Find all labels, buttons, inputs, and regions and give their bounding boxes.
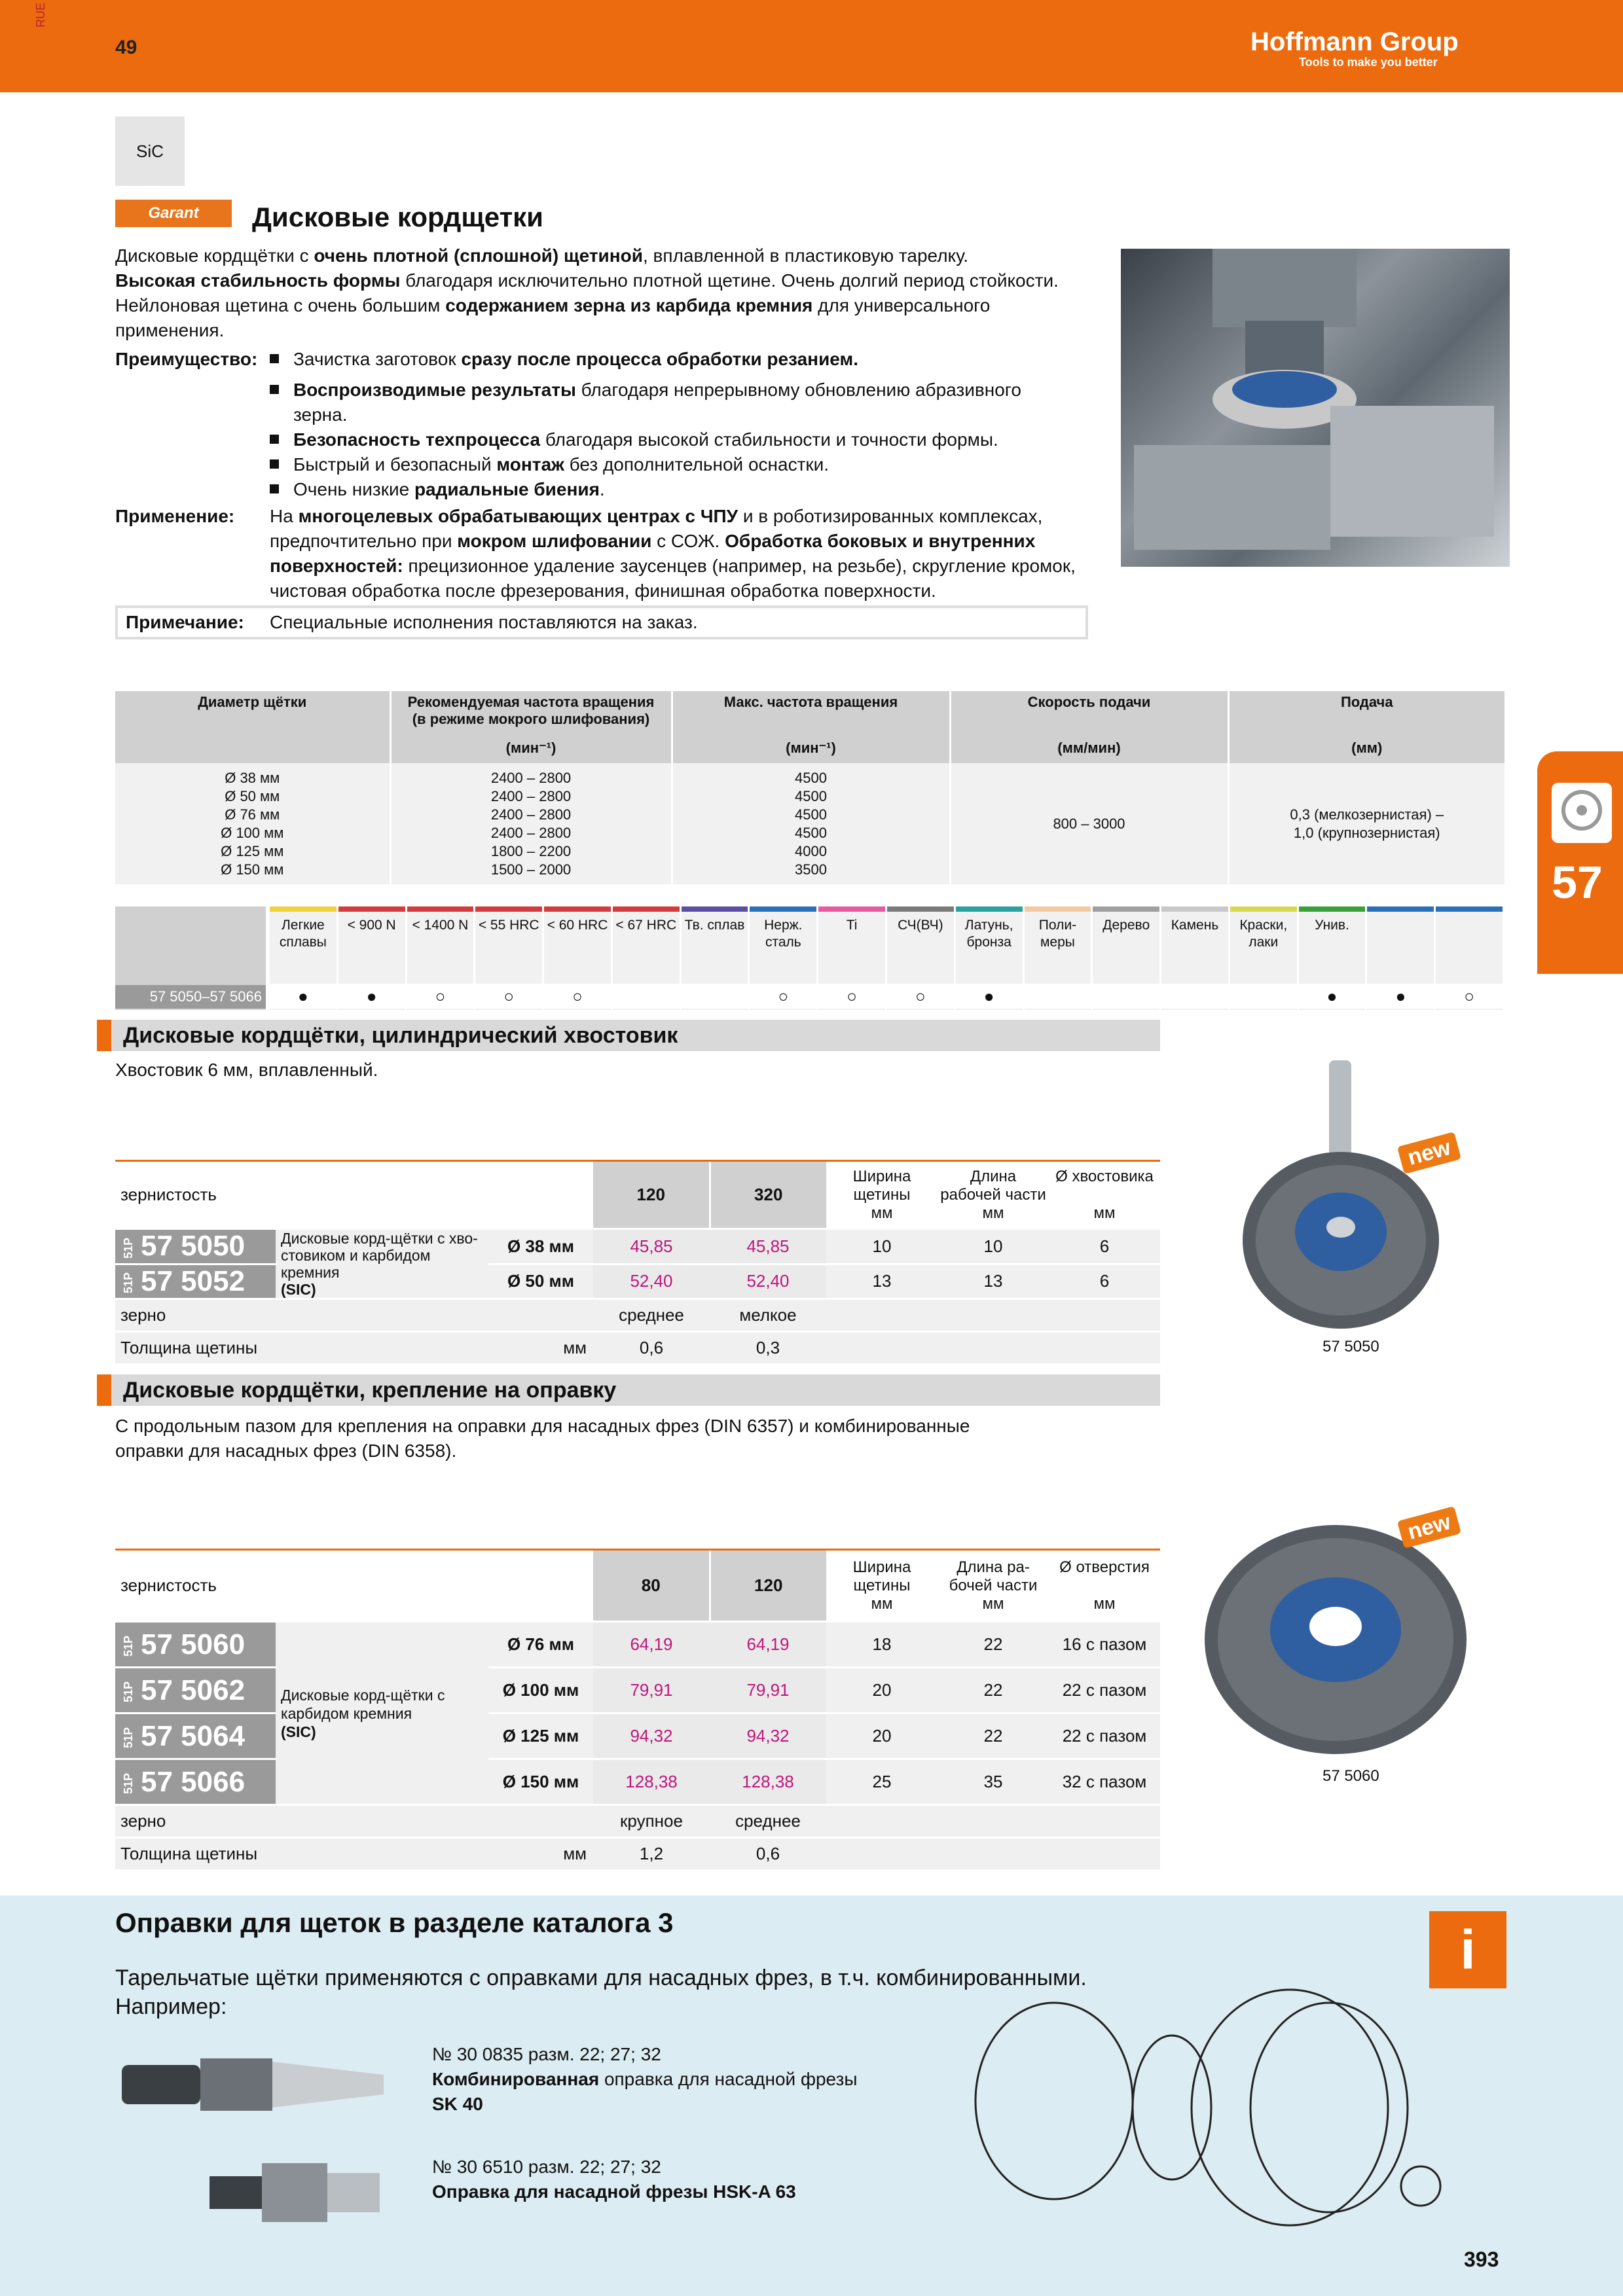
grit-label: зернистость [115, 1161, 593, 1229]
material-col [956, 906, 1023, 1010]
material-name: Камень [1171, 918, 1219, 933]
material-col [613, 906, 680, 1010]
length: 10 [938, 1229, 1049, 1265]
chapter-number: 57 [1552, 857, 1603, 908]
diameter: Ø 50 мм [488, 1264, 593, 1299]
info-text: Тарельчатые щётки применяются с оправками для насадных фрез, в т.ч. комбинированными. Например: [115, 1965, 1087, 2019]
col-width: Ширина щетины мм [826, 1161, 938, 1229]
material-col [1299, 906, 1366, 1010]
width: 13 [826, 1264, 938, 1299]
material-mark [613, 984, 680, 1009]
page-title: Дисковые кордщетки [252, 202, 543, 232]
material-name: < 1400 N [412, 918, 469, 933]
intro-text: Дисковые кордщётки с очень плотной (сплошной) щетиной, вплавленной в пластиковую тарелку. Высокая стабильность формы благодаря исключительно плотной щетине. Очень долгий период стойкости. Нейлоновая щетина с очень большим содержанием зерна из карбида кремния для универсального применения. [115, 245, 1059, 340]
material-name: Тв. сплав [684, 918, 745, 933]
material-col [1436, 906, 1503, 1010]
price: 64,19 [710, 1622, 826, 1668]
material-color-bar [544, 906, 611, 912]
image-caption: 57 5050 [1322, 1338, 1379, 1355]
material-name: < 60 HRC [547, 918, 608, 933]
material-color-bar [682, 906, 748, 912]
material-badge: SiC [115, 117, 185, 186]
brush-arbor-drawing [1198, 1518, 1473, 1761]
grain: среднее [710, 1805, 826, 1838]
material-color-bar [270, 906, 337, 912]
advantage-item: Безопасность техпроцесса благодаря высокой стабильности и точности формы. [270, 427, 1121, 452]
material-mark [1230, 984, 1297, 1009]
material-col [750, 906, 816, 1010]
price: 79,91 [710, 1668, 826, 1713]
price: 52,40 [593, 1264, 710, 1299]
arbor-hsk-text: № 30 6510 разм. 22; 27; 32 Оправка для насадной фрезы HSK-A 63 [432, 2157, 796, 2202]
unit: (мм/мин) [950, 737, 1228, 763]
material-name: < 55 HRC [478, 918, 539, 933]
note-text: Специальные исполнения поставляются на заказ. [270, 612, 698, 632]
col-length: Длина рабочей части мм [938, 1161, 1049, 1229]
material-col [1230, 906, 1297, 1010]
material-col [544, 906, 611, 1010]
width: 20 [826, 1713, 938, 1759]
arbor-sk40-image [115, 2036, 390, 2134]
diameter: Ø 100 мм [488, 1668, 593, 1713]
width: 10 [826, 1229, 938, 1265]
material-mark: ○ [544, 984, 611, 1009]
material-mark: ○ [475, 984, 542, 1009]
material-color-bar [1093, 906, 1159, 912]
material-col [270, 906, 337, 1010]
bore: 22 с пазом [1049, 1713, 1160, 1759]
material-name: < 67 HRC [615, 918, 677, 933]
chapter-tab[interactable] [1537, 751, 1623, 974]
price: 94,32 [710, 1713, 826, 1759]
material-color-bar [613, 906, 680, 912]
product-name: Дисковые корд-щётки с хво- стовиком и карбидом кремния (SIC) [276, 1229, 488, 1299]
material-mark: ● [270, 984, 337, 1009]
material-color-bar [1161, 906, 1228, 912]
material-columns [270, 906, 1504, 1010]
length: 35 [938, 1759, 1049, 1805]
diameter: Ø 76 мм [488, 1622, 593, 1668]
new-badge: new [1397, 1506, 1461, 1549]
material-name: Поли-меры [1038, 918, 1077, 950]
shank: 6 [1049, 1229, 1160, 1265]
header-page-number: 49 [115, 37, 137, 58]
price: 128,38 [710, 1759, 826, 1805]
material-name [1367, 912, 1434, 984]
col-max: Макс. частота вращения [672, 691, 950, 737]
article-57-5050[interactable]: 51P 57 5050 [115, 1229, 276, 1265]
advantage-item: Зачистка заготовок сразу после процесса обработки резанием. [270, 347, 1121, 372]
material-col [338, 906, 405, 1010]
width: 20 [826, 1668, 938, 1713]
arbor-hsk-drawing [203, 2144, 386, 2242]
material-color-bar [1299, 906, 1366, 912]
material-color-bar [1230, 906, 1297, 912]
note-box [115, 605, 1088, 639]
material-color-bar [407, 906, 474, 912]
material-mark: ● [1299, 984, 1366, 1009]
bore: 32 с пазом [1049, 1759, 1160, 1805]
grain: среднее [593, 1299, 710, 1332]
arbor-sk40-drawing [115, 2036, 390, 2134]
col-shank: Ø хвостовика мм [1049, 1161, 1160, 1229]
material-mark [682, 984, 748, 1009]
feed-speed-value: 800 – 3000 [950, 763, 1228, 884]
material-mark: ○ [818, 984, 885, 1009]
article-57-5066[interactable]: 51P 57 5066 [115, 1759, 276, 1805]
material-col [475, 906, 542, 1010]
col-width: Ширина щетины мм [826, 1550, 938, 1622]
material-mark [1093, 984, 1159, 1009]
material-color-bar [1436, 906, 1503, 912]
thickness-label: Толщина щетины [115, 1332, 488, 1365]
material-color-bar [475, 906, 542, 912]
length: 22 [938, 1668, 1049, 1713]
col-length: Длина ра- бочей части мм [938, 1550, 1049, 1622]
material-name: Ti [846, 918, 858, 933]
note-label: Примечание: [126, 612, 244, 632]
arbor-sk40-text: № 30 0835 разм. 22; 27; 32 Комбинированная оправка для насадной фрезы SK 40 [432, 2044, 858, 2114]
material-name: СЧ(ВЧ) [898, 918, 943, 933]
material-col [1161, 906, 1228, 1010]
application-label: Применение: [115, 506, 235, 526]
unit: (мин⁻¹) [672, 737, 950, 763]
advantage-item: Быстрый и безопасный монтаж без дополнительной оснастки. [270, 452, 1121, 477]
thickness: 0,3 [710, 1332, 826, 1365]
section-title: Дисковые кордщётки, цилиндрический хвостовик [97, 1020, 1160, 1051]
thickness: 0,6 [593, 1332, 710, 1365]
material-mark [1161, 984, 1228, 1009]
unit: (мин⁻¹) [390, 737, 672, 763]
grit-label: зернистость [115, 1550, 593, 1622]
material-color-bar [887, 906, 954, 912]
price: 79,91 [593, 1668, 710, 1713]
material-name: Дерево [1103, 918, 1150, 933]
shank: 6 [1049, 1264, 1160, 1299]
diameter: Ø 38 мм [488, 1229, 593, 1265]
material-mark: ○ [887, 984, 954, 1009]
application-text: На многоцелевых обрабатывающих центрах с ЧПУ и в роботизированных комплексах, предпочтительно при мокром шлифовании с СОЖ. Обработка боковых и внутренних поверхностей: прецизионное удаление заусенцев (например, на резьбе), скругление кромок, чистовая обработка после фрезерования, финишная обработка поверхности. [270, 506, 1076, 601]
diameter: Ø 125 мм [488, 1713, 593, 1759]
advantage-item: Воспроизводимые результаты благодаря непрерывному обновлению абразивного [270, 378, 1121, 403]
thickness: 0,6 [710, 1838, 826, 1871]
info-title: Оправки для щеток в разделе каталога 3 [115, 1907, 674, 1938]
material-name: Латунь, бронза [964, 918, 1013, 950]
material-color-bar [956, 906, 1023, 912]
assembly-line-art [962, 1977, 1473, 2245]
thickness-label: Толщина щетины [115, 1838, 488, 1871]
unit: (мм) [1228, 737, 1504, 763]
arbor-hsk-image [203, 2144, 386, 2242]
material-mark: ● [956, 984, 1023, 1009]
price: 128,38 [593, 1759, 710, 1805]
section-title: Дисковые кордщётки, крепление на оправку [97, 1374, 1160, 1406]
width: 18 [826, 1622, 938, 1668]
thickness: 1,2 [593, 1838, 710, 1871]
col-feed-speed: Скорость подачи [950, 691, 1228, 737]
material-name: Унив. [1315, 918, 1349, 933]
material-mark: ○ [1436, 984, 1503, 1009]
info-icon: i [1429, 1911, 1506, 1988]
garant-logo: Garant [115, 200, 232, 227]
material-color-bar [818, 906, 885, 912]
material-col [1367, 906, 1434, 1010]
brand-tagline: Tools to make you better [1299, 56, 1438, 69]
length: 13 [938, 1264, 1049, 1299]
grain: крупное [593, 1805, 710, 1838]
product-table-shank [115, 1160, 1160, 1365]
image-caption: 57 5060 [1322, 1767, 1379, 1785]
material-color-bar [1367, 906, 1434, 912]
material-color-bar [338, 906, 405, 912]
section-desc: С продольным пазом для крепления на оправки для насадных фрез (DIN 6357) и комбинированные оправки для насадных фрез (DIN 6358). [115, 1416, 970, 1461]
price: 45,85 [593, 1229, 710, 1265]
thickness-unit: мм [488, 1332, 593, 1365]
col-feed: Подача [1228, 691, 1504, 737]
chapter-icon [1552, 783, 1612, 843]
machine-illustration [1121, 249, 1510, 567]
max-list: 4500 4500 4500 4500 4000 3500 [672, 763, 950, 884]
material-color-bar [750, 906, 816, 912]
lang-code: RUE [34, 2, 47, 27]
material-name: < 900 N [347, 918, 396, 933]
material-mark: ○ [407, 984, 474, 1009]
article-57-5064[interactable]: 51P 57 5064 [115, 1713, 276, 1759]
grit-320: 320 [710, 1161, 826, 1229]
price: 45,85 [710, 1229, 826, 1265]
material-col [818, 906, 885, 1010]
length: 22 [938, 1713, 1049, 1759]
material-name: Легкие сплавы [279, 918, 327, 950]
length: 22 [938, 1622, 1049, 1668]
recommended-list: 2400 – 2800 2400 – 2800 2400 – 2800 2400 – 2800 1800 – 2200 1500 – 2000 [390, 763, 672, 884]
brush-arbor-image [1198, 1518, 1473, 1761]
grain-label: зерно [115, 1805, 593, 1838]
product-photo [1121, 249, 1510, 567]
footer-page-number: 393 [1464, 2248, 1499, 2271]
bore: 22 с пазом [1049, 1668, 1160, 1713]
bore: 16 с пазом [1049, 1622, 1160, 1668]
material-col [887, 906, 954, 1010]
grit-80: 80 [593, 1550, 710, 1622]
advantage-label: Преимущество: [115, 349, 258, 369]
material-name: Краски, лаки [1239, 918, 1288, 950]
grain-label: зерно [115, 1299, 593, 1332]
col-diameter: Диаметр щётки [115, 691, 390, 737]
material-name: Нерж. сталь [764, 918, 803, 950]
material-name [1436, 912, 1503, 984]
material-color-bar [1025, 906, 1091, 912]
col-recommended: Рекомендуемая частота вращения (в режиме мокрого шлифования) [390, 691, 672, 737]
col-bore: Ø отверстия мм [1049, 1550, 1160, 1622]
material-suitability [115, 906, 1504, 1010]
new-badge: new [1397, 1132, 1461, 1174]
speed-table [115, 691, 1504, 884]
product-name: Дисковые корд-щётки с карбидом кремния (SIC) [276, 1622, 488, 1805]
article-57-5062[interactable]: 51P 57 5062 [115, 1668, 276, 1713]
article-57-5052[interactable]: 51P 57 5052 [115, 1264, 276, 1299]
material-mark: ○ [750, 984, 816, 1009]
material-mark: ● [1367, 984, 1434, 1009]
width: 25 [826, 1759, 938, 1805]
material-col [1025, 906, 1091, 1010]
feed-value: 0,3 (мелкозернистая) – 1,0 (крупнозернистая) [1228, 763, 1504, 884]
arbor-assembly-drawing [962, 1977, 1473, 2245]
brush-shank-image [1231, 1060, 1453, 1348]
price: 94,32 [593, 1713, 710, 1759]
grit-120: 120 [593, 1161, 710, 1229]
section-desc: Хвостовик 6 мм, вплавленный. [115, 1060, 378, 1080]
material-col [682, 906, 748, 1010]
material-col [407, 906, 474, 1010]
range-label: 57 5050–57 5066 [115, 985, 266, 1009]
grain: мелкое [710, 1299, 826, 1332]
thickness-unit: мм [488, 1838, 593, 1871]
material-mark: ● [338, 984, 405, 1009]
grit-120: 120 [710, 1550, 826, 1622]
price: 52,40 [710, 1264, 826, 1299]
advantage-item: Очень низкие радиальные биения. [270, 477, 1121, 502]
price: 64,19 [593, 1622, 710, 1668]
brand-name: Hoffmann Group [1250, 27, 1459, 56]
product-table-arbor [115, 1549, 1160, 1871]
article-57-5060[interactable]: 51P 57 5060 [115, 1622, 276, 1668]
advantage-cont: зерна. [293, 404, 348, 425]
brand-logo[interactable] [1250, 27, 1459, 69]
brush-shank-drawing [1231, 1060, 1453, 1348]
diameter: Ø 150 мм [488, 1759, 593, 1805]
material-mark [1025, 984, 1091, 1009]
diameter-list: Ø 38 мм Ø 50 мм Ø 76 мм Ø 100 мм Ø 125 мм Ø 150 мм [115, 763, 390, 884]
material-col [1093, 906, 1159, 1010]
